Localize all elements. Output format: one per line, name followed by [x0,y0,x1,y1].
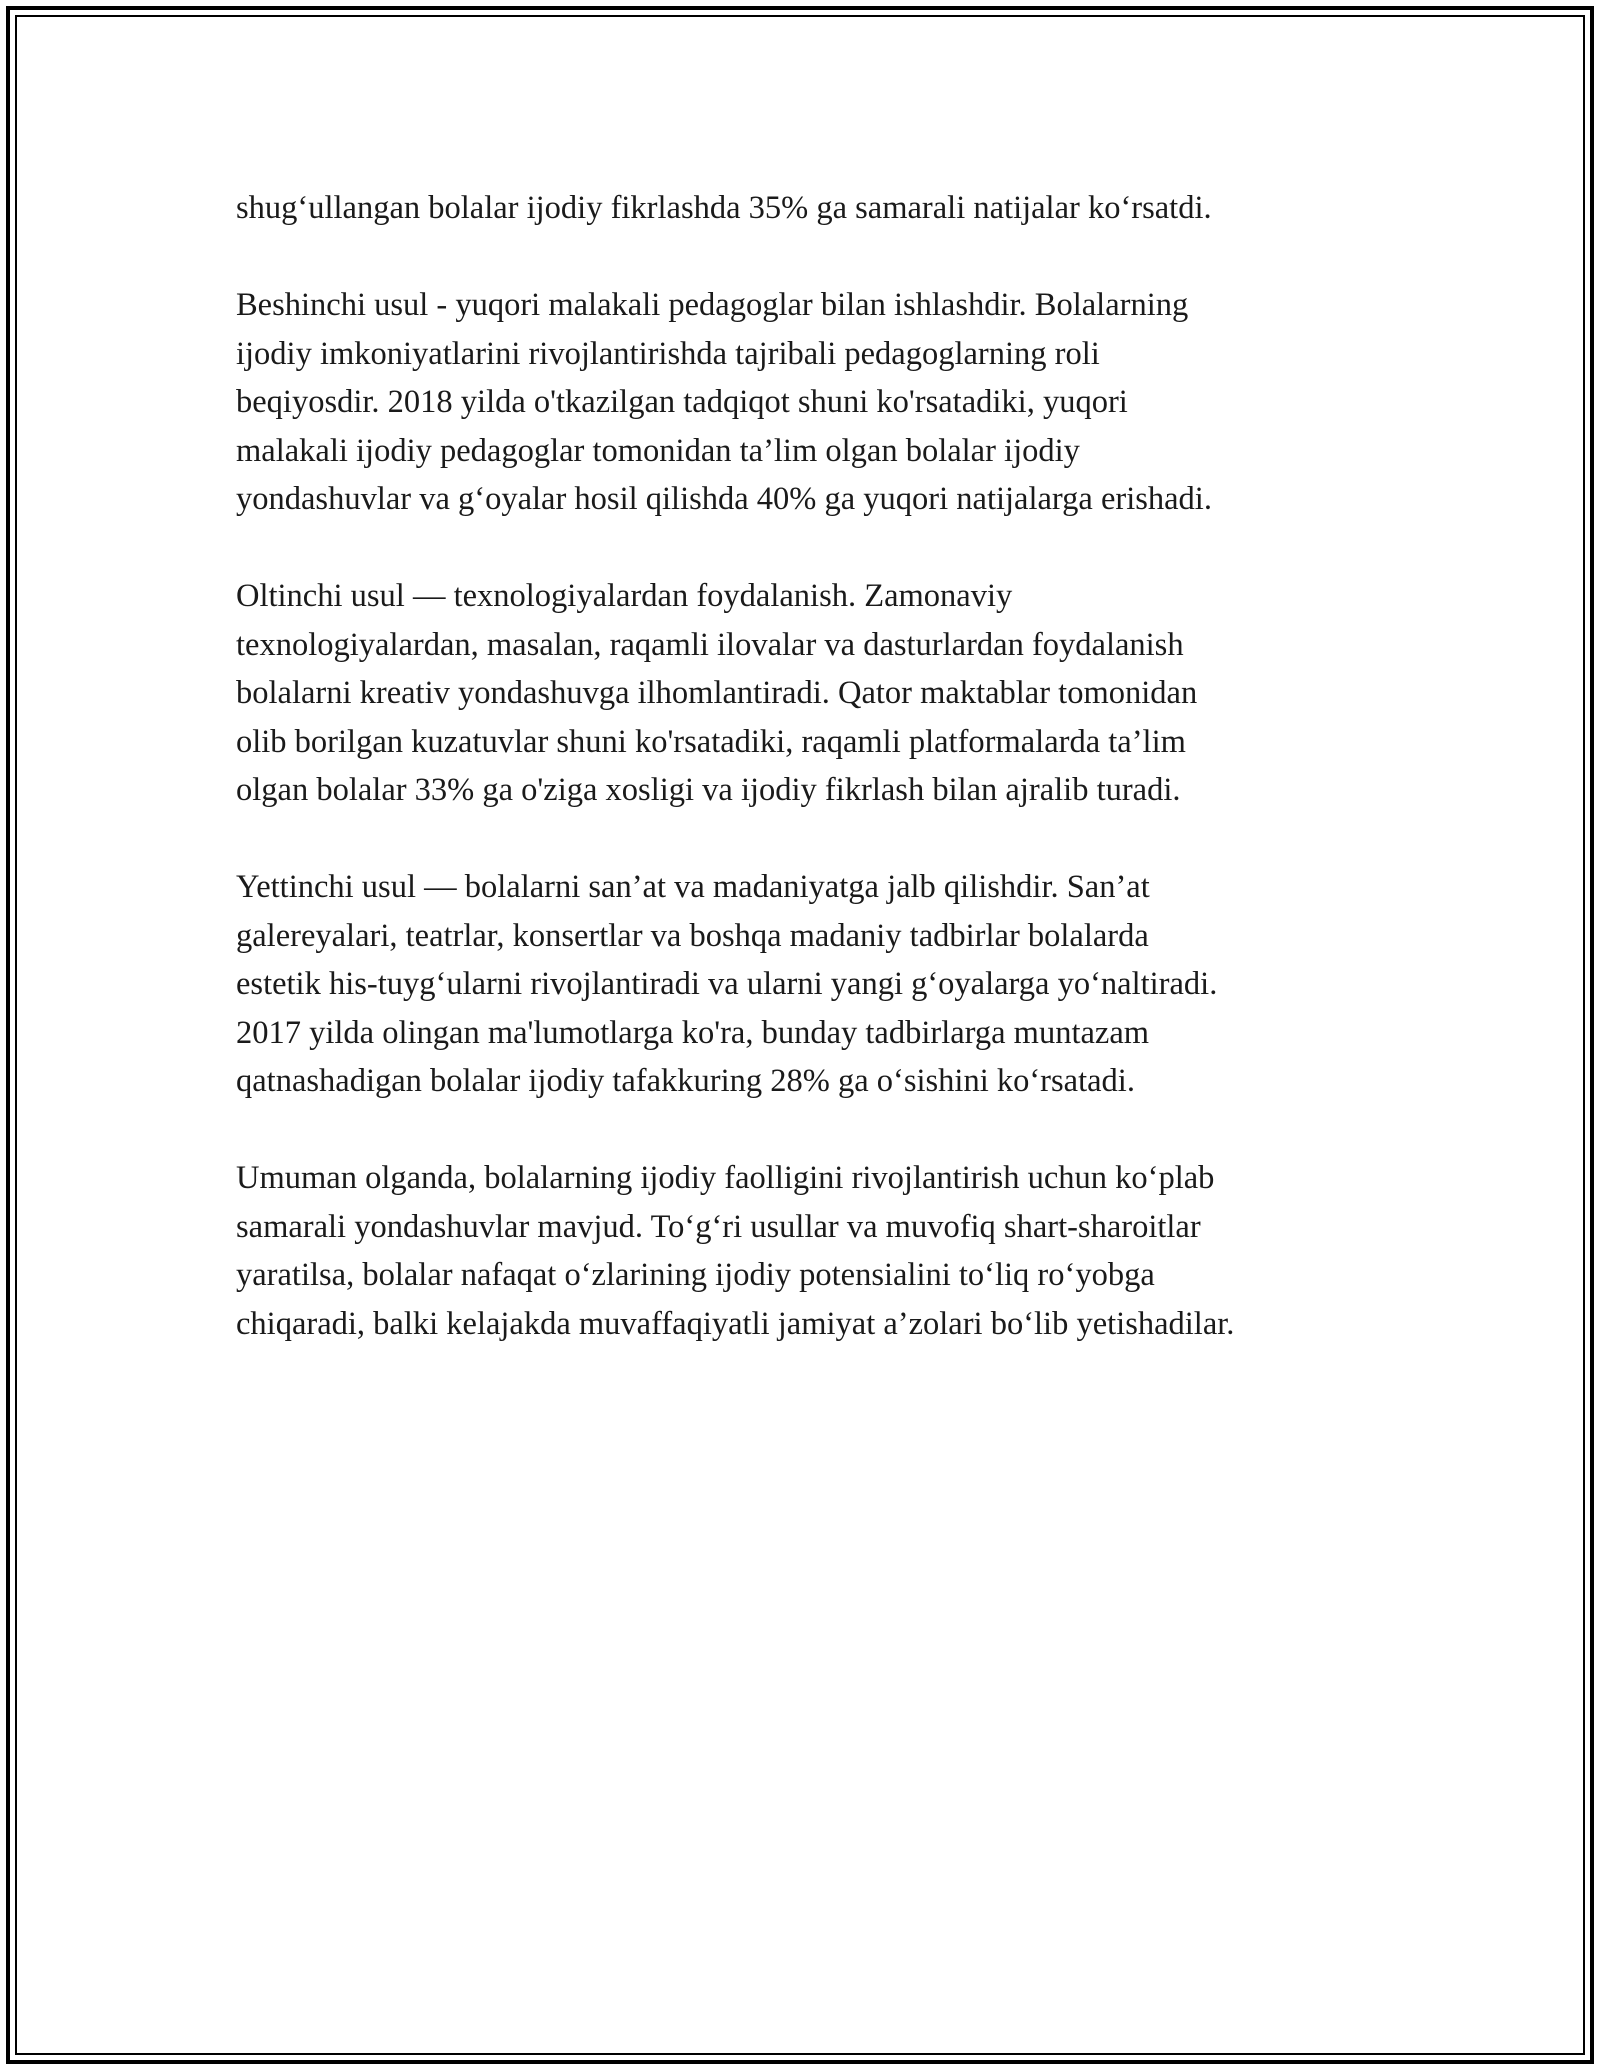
text-line: beqiyosdir. 2018 yilda o'tkazilgan tadqiqot shuni ko'rsatadiki, yuqori [236,384,1128,420]
text-line: yaratilsa, bolalar nafaqat o‘zlarining ijodiy potensialini to‘liq ro‘yobga [236,1257,1155,1293]
text-line: estetik his-tuyg‘ularni rivojlantiradi va ularni yangi g‘oyalarga yo‘naltiradi. [236,966,1218,1002]
text-line: yondashuvlar va g‘oyalar hosil qilishda 40% ga yuqori natijalarga erishadi. [236,481,1212,517]
document-body [236,184,1396,1348]
text-line: bolalarni kreativ yondashuvga ilhomlantiradi. Qator maktablar tomonidan [236,675,1198,711]
text-line: Umuman olganda, bolalarning ijodiy faolligini rivojlantirish uchun ko‘plab [236,1160,1215,1196]
text-line: Yettinchi usul — bolalarni san’at va madaniyatga jalb qilishdir. San’at [236,869,1150,905]
paragraph-beshinchi-usul [236,281,1396,524]
text-line: chiqaradi, balki kelajakda muvaffaqiyatli jamiyat a’zolari bo‘lib yetishadilar. [236,1305,1235,1342]
paragraph-gap [236,524,1396,573]
text-line: malakali ijodiy pedagoglar tomonidan ta’lim olgan bolalar ijodiy [236,432,1080,469]
text-line: Beshinchi usul - yuqori malakali pedagoglar bilan ishlashdir. Bolalarning [236,287,1189,323]
text-line: ijodiy imkoniyatlarini rivojlantirishda tajribali pedagoglarning roli [236,335,1100,372]
paragraph-gap [236,1106,1396,1155]
text-line: Oltinchi usul — texnologiyalardan foydalanish. Zamonaviy [236,578,1013,614]
text-line: olgan bolalar 33% ga o'ziga xosligi va ijodiy fikrlash bilan ajralib turadi. [236,772,1181,808]
text-line: samarali yondashuvlar mavjud. To‘g‘ri usullar va muvofiq shart-sharoitlar [236,1208,1201,1245]
paragraph-yettinchi-usul [236,863,1396,1106]
text-line: olib borilgan kuzatuvlar shuni ko'rsatadiki, raqamli platformalarda ta’lim [236,723,1186,760]
text-line: shug‘ullangan bolalar ijodiy fikrlashda 35% ga samarali natijalar ko‘rsatdi. [236,190,1212,226]
paragraph-conclusion [236,1154,1396,1348]
paragraph-gap [236,815,1396,864]
text-line: 2017 yilda olingan ma'lumotlarga ko'ra, bunday tadbirlarga muntazam [236,1014,1150,1051]
text-line: galereyalari, teatrlar, konsertlar va boshqa madaniy tadbirlar bolalarda [236,917,1149,954]
text-line: texnologiyalardan, masalan, raqamli ilovalar va dasturlardan foydalanish [236,626,1184,663]
text-line: qatnashadigan bolalar ijodiy tafakkuring 28% ga o‘sishini ko‘rsatadi. [236,1063,1135,1099]
paragraph-continuation [236,184,1396,233]
paragraph-oltinchi-usul [236,572,1396,815]
paragraph-gap [236,233,1396,282]
